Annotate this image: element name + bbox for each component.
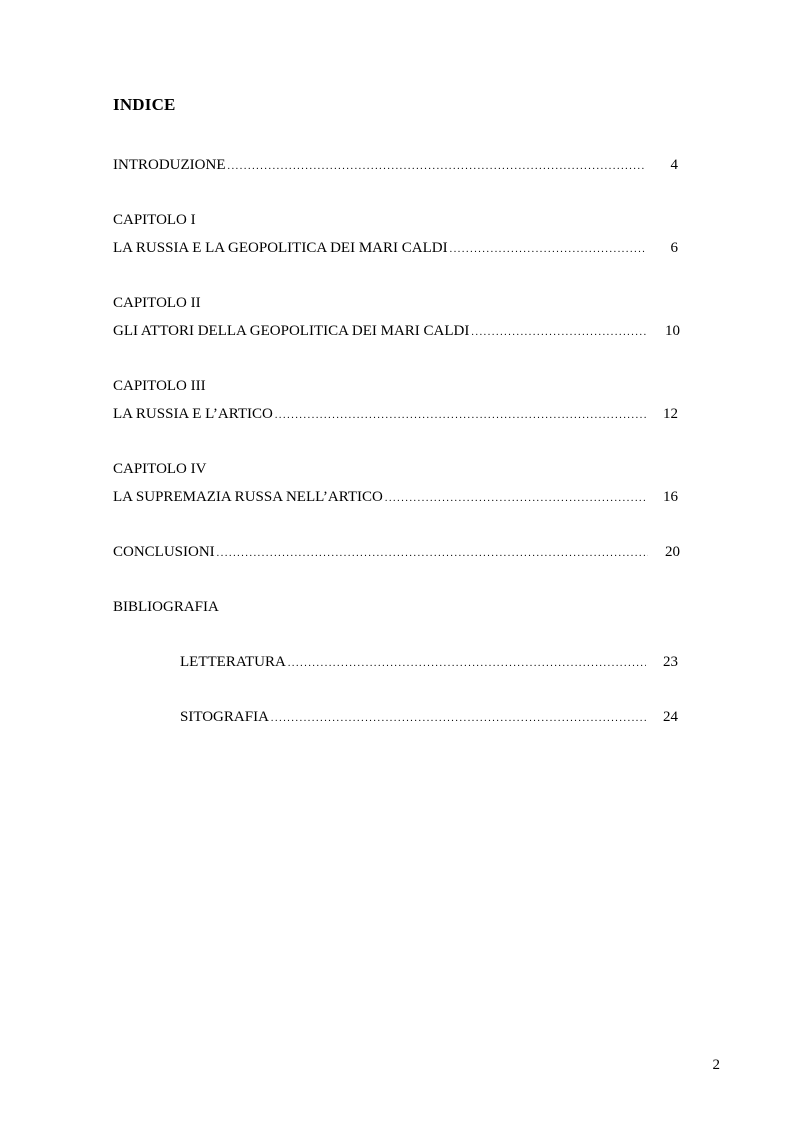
toc-leader-dots	[288, 655, 646, 673]
toc-entry-label: LA RUSSIA E LA GEOPOLITICA DEI MARI CALDI	[113, 240, 448, 256]
page-number: 2	[712, 1057, 720, 1073]
toc-entry-page: 16	[663, 489, 678, 505]
toc-entry-capitolo-3	[113, 405, 678, 425]
toc-entry-capitolo-1	[113, 239, 678, 259]
toc-entry-introduzione	[113, 156, 678, 176]
toc-leader-dots	[275, 407, 646, 425]
toc-entry-label: LETTERATURA	[180, 654, 286, 670]
toc-entry-capitolo-4	[113, 488, 678, 508]
toc-entry-label: CONCLUSIONI	[113, 544, 215, 560]
toc-entry-page: 10	[665, 323, 680, 339]
toc-chapter-heading: CAPITOLO II	[113, 295, 201, 311]
toc-leader-dots	[217, 545, 648, 563]
toc-entry-label: LA RUSSIA E L’ARTICO	[113, 406, 273, 422]
toc-entry-capitolo-2	[113, 322, 680, 342]
toc-entry-page: 23	[663, 654, 678, 670]
toc-leader-dots	[227, 158, 646, 176]
toc-chapter-heading: CAPITOLO IV	[113, 461, 207, 477]
toc-entry-page: 12	[663, 406, 678, 422]
toc-entry-page: 4	[670, 157, 678, 173]
toc-entry-page: 24	[663, 709, 678, 725]
toc-entry-conclusioni	[113, 543, 680, 563]
toc-bibliography-heading: BIBLIOGRAFIA	[113, 599, 219, 615]
toc-entry-sitografia	[180, 708, 678, 728]
toc-entry-letteratura	[180, 653, 678, 673]
toc-chapter-heading: CAPITOLO I	[113, 212, 196, 228]
toc-entry-page: 6	[670, 240, 678, 256]
toc-leader-dots	[450, 241, 646, 259]
toc-entry-label: INTRODUZIONE	[113, 157, 226, 173]
toc-leader-dots	[271, 710, 646, 728]
toc-entry-label: SITOGRAFIA	[180, 709, 269, 725]
toc-entry-page: 20	[665, 544, 680, 560]
toc-leader-dots	[385, 490, 646, 508]
toc-entry-label: GLI ATTORI DELLA GEOPOLITICA DEI MARI CALDI	[113, 323, 470, 339]
toc-leader-dots	[471, 324, 648, 342]
index-title: INDICE	[113, 95, 176, 114]
toc-chapter-heading: CAPITOLO III	[113, 378, 206, 394]
toc-entry-label: LA SUPREMAZIA RUSSA NELL’ARTICO	[113, 489, 383, 505]
